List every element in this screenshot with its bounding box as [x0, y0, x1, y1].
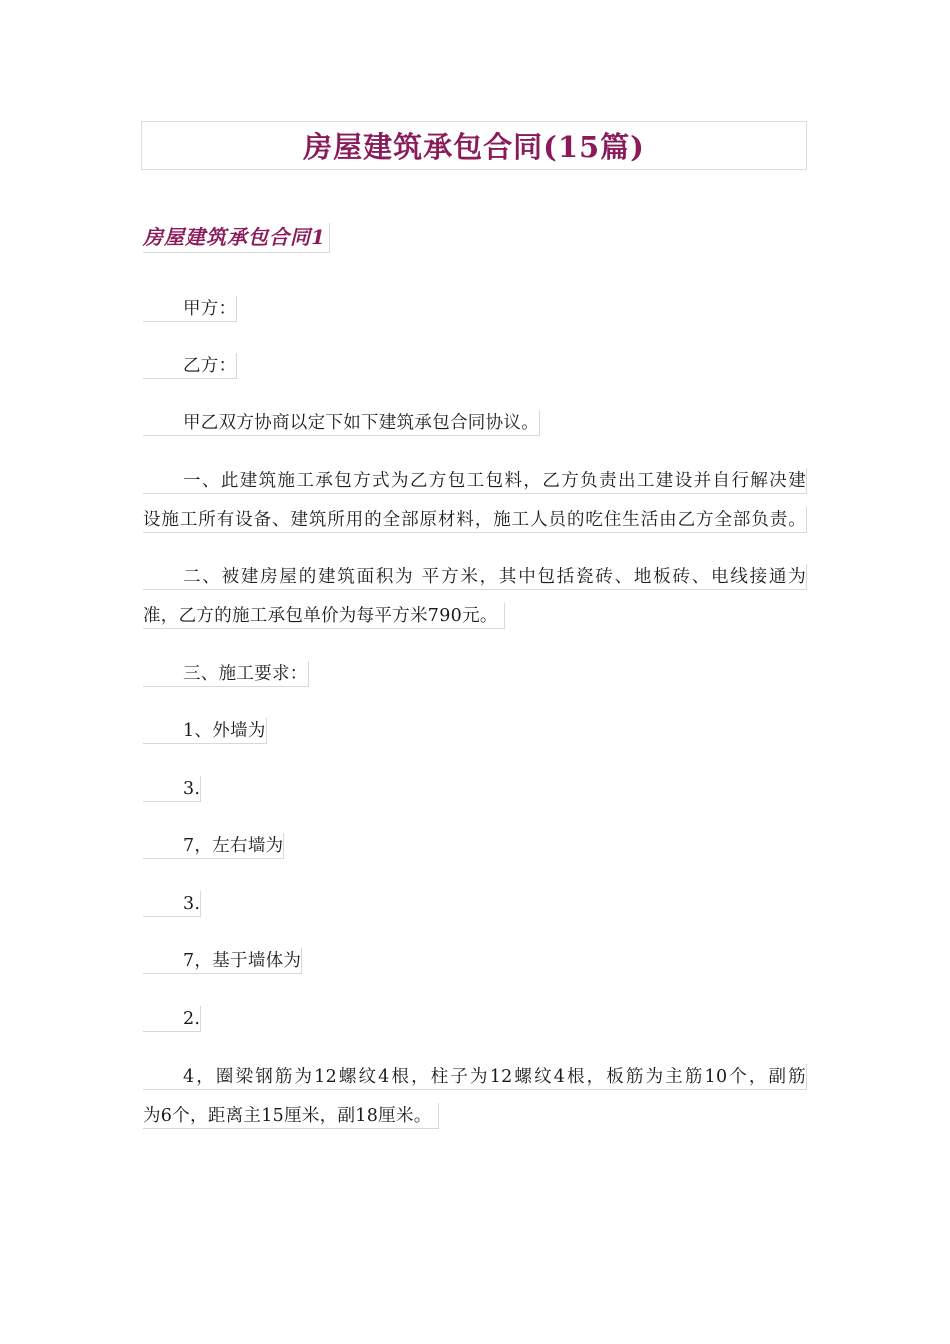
requirement-line: 2. — [143, 1006, 201, 1032]
requirement-line: 为6个，距离主15厘米，副18厘米。 — [143, 1103, 439, 1129]
document-title: 房屋建筑承包合同(15篇) — [303, 130, 645, 164]
requirement-line: 7，基于墙体为 — [143, 948, 302, 974]
clause-3-heading: 三、施工要求： — [143, 661, 309, 687]
requirement-line: 7，左右墙为 — [143, 833, 284, 859]
requirement-line: 3. — [143, 776, 201, 802]
party-a-line: 甲方： — [143, 296, 237, 322]
section-heading: 房屋建筑承包合同1 — [143, 223, 330, 253]
clause-1-line-2: 设施工所有设备、建筑所用的全部原材料，施工人员的吃住生活由乙方全部负责。 — [143, 507, 807, 533]
clause-2-line-1: 二、被建房屋的建筑面积为 平方米，其中包括瓷砖、地板砖、电线接通为 — [143, 564, 807, 590]
requirement-line: 1、外墙为 — [143, 718, 267, 744]
party-b-line: 乙方： — [143, 353, 237, 379]
requirement-line: 3. — [143, 891, 201, 917]
agreement-intro: 甲乙双方协商以定下如下建筑承包合同协议。 — [143, 410, 540, 436]
clause-1-line-1: 一、此建筑施工承包方式为乙方包工包料，乙方负责出工建设并自行解决建 — [143, 468, 807, 494]
title-box — [141, 121, 807, 170]
clause-2-line-2: 准，乙方的施工承包单价为每平方米790元。 — [143, 603, 505, 629]
requirement-line: 4，圈梁钢筋为12螺纹4根，柱子为12螺纹4根，板筋为主筋10个，副筋 — [143, 1064, 807, 1090]
